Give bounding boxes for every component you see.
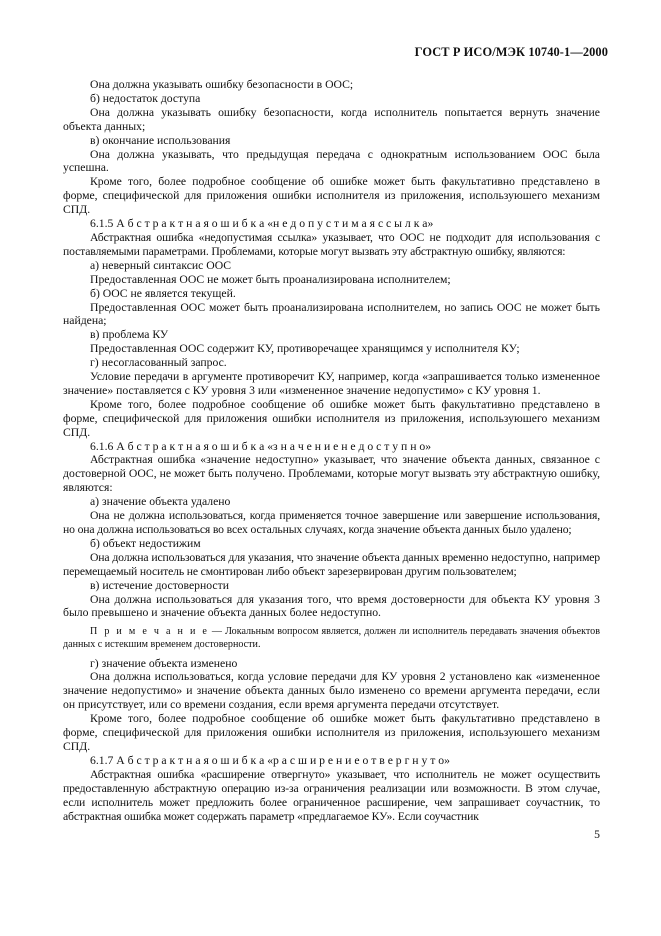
page-number: 5 (594, 828, 600, 841)
paragraph: Она должна указывать ошибку безопасности в ООС; (90, 78, 354, 91)
section-heading-6-1-6: 6.1.6 А б с т р а к т н а я о ш и б к а «з н а ч е н и е н е д о с т у п н о» (90, 439, 432, 453)
note-text: — Локальным вопросом является, должен ли исполнитель передавать значения объектов данных с истекшим временем достоверности. (63, 626, 600, 650)
paragraph: Кроме того, более подробное сообщение об ошибке может быть факультативно представлено в форме, специфической для приложения ошибки исполнителя из приложения, используюшего механизм СПД. (63, 397, 600, 439)
section-heading-6-1-5: 6.1.5 А б с т р а к т н а я о ш и б к а «н е д о п у с т и м а я с с ы л к а» (90, 217, 434, 231)
paragraph: Предоставленная ООС содержит КУ, противоречащее хранящимся у исполнителя КУ; (90, 342, 520, 356)
paragraph: Абстрактная ошибка «значение недоступно» указывает, что значение объекта данных, связанное с достоверной ООС, не может быть получено. Проблемами, которые могут вызвать эту абстрактную ошибку, являются: (63, 453, 600, 495)
paragraph: Условие передачи в аргументе противоречит КУ, например, когда «запрашивается только измененное значение» поставляется с КУ уровня 3 или «измененное значение недопустимо» с КУ уровня 1. (63, 370, 600, 397)
paragraph: Абстрактная ошибка «расширение отвергнуто» указывает, что исполнитель не может осуществить предоставленную абстрактную операцию из-за ограничения реализации или возможности. В этом случае, если исполнитель может предложить более ограниченное расширение, чем запрашивает соучастник, то абстрактная ошибка может содержать параметр «предлагаемое КУ». Если соучастник (63, 767, 600, 823)
paragraph: Абстрактная ошибка «недопустимая ссылка» указывает, что ООС не подходит для использования с поставляемыми параметрами. Проблемами, которые могут вызвать эту абстрактную ошибку, являются: (63, 230, 600, 258)
paragraph: Она должна использоваться, когда условие передачи для КУ уровня 2 установлено как «измененное значение недопустимо» и значение объекта данных было изменено со времени аргумента передачи, если он присутствует, или со времени создания, если время аргумента передачи отсутствует. (63, 670, 600, 712)
paragraph: Предоставленная ООС не может быть проанализирована исполнителем; (90, 272, 451, 286)
section-heading-6-1-7: 6.1.7 А б с т р а к т н а я о ш и б к а «р а с ш и р е н и е о т в е р г н у т о» (90, 753, 450, 767)
paragraph: Она должна использоваться для указания того, что время достоверности для объекта КУ уровня 3 было превышено и значение объекта данных более недоступно. (63, 592, 600, 620)
list-item: г) несогласованный запрос. (90, 356, 227, 370)
list-item: в) проблема КУ (90, 328, 169, 342)
list-item: а) неверный синтаксис ООС (90, 258, 232, 272)
note-label: П р и м е ч а н и е (90, 626, 209, 638)
list-item: в) истечение достоверности (90, 578, 229, 592)
paragraph: Она должна использоваться для указания, что значение объекта данных временно недоступно, например перемещаемый носитель не смонтирован либо объект зарезервирован другим пользователем; (63, 550, 600, 578)
list-item: б) ООС не является текущей. (90, 286, 236, 300)
document-body (63, 78, 600, 823)
paragraph: Она должна указывать ошибку безопасности, когда исполнитель попытается вернуть значение объекта данных; (63, 105, 600, 133)
list-item: б) недостаток доступа (90, 91, 201, 105)
paragraph: Предоставленная ООС может быть проанализирована исполнителем, но запись ООС не может быть найдена; (63, 300, 600, 328)
paragraph: Она должна указывать, что предыдущая передача с однократным использованием ООС была успешна. (63, 147, 600, 175)
list-item: г) значение объекта изменено (90, 656, 238, 670)
note (63, 626, 600, 651)
document-header: ГОСТ Р ИСО/МЭК 10740-1—2000 (414, 45, 608, 59)
list-item: б) объект недостижим (90, 536, 201, 550)
paragraph: Она не должна использоваться, когда применяется точное завершение или завершение использования, но она должна использоваться во всех остальных случаях, когда значение объекта данных было удалено; (63, 509, 600, 536)
list-item: в) окончание использования (90, 133, 231, 147)
paragraph: Кроме того, более подробное сообщение об ошибке может быть факультативно представлено в форме, специфической для приложения ошибки исполнителя из приложения, используюшего механизм СПД. (63, 712, 600, 753)
list-item: а) значение объекта удалено (90, 495, 231, 509)
paragraph: Кроме того, более подробное сообщение об ошибке может быть факультативно представлено в форме, специфической для приложения ошибки исполнителя из приложения, используюшего механизм СПД. (63, 175, 600, 217)
